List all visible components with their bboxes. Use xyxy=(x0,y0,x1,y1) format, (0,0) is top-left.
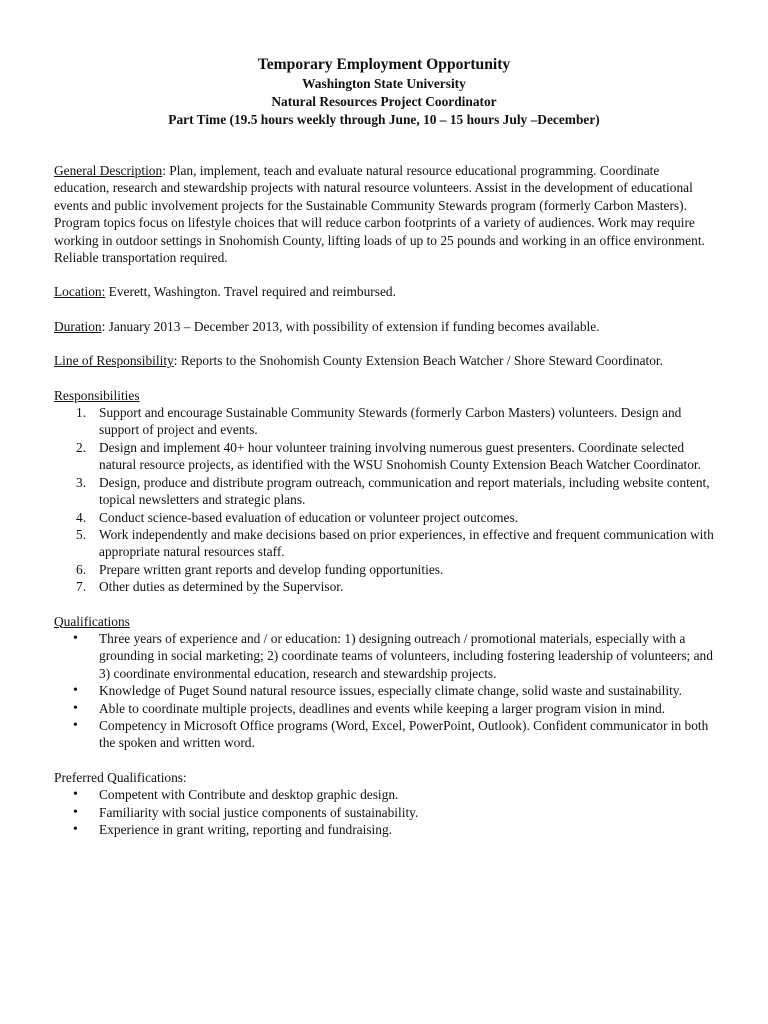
list-number: 1. xyxy=(76,405,87,421)
list-item xyxy=(54,682,718,699)
bullet-icon: • xyxy=(73,787,78,803)
general-description-text: : Plan, implement, teach and evaluate natural resource educational programming. Coordinate education, research and stewardship projects with natural resource volunteers. Assist in the development of educational events and public involvement projects for the Sustainable Community Stewards program (formerly Carbon Masters). Program topics focus on lifestyle choices that will reduce carbon footprints of a variety of audiences. Work may require working in outdoor settings in Snohomish County, lifting loads of up to 25 pounds and working in an office environment. Reliable transportation required. xyxy=(54,163,705,266)
list-text: Conduct science-based evaluation of education or volunteer project outcomes. xyxy=(99,509,519,525)
general-description xyxy=(54,162,718,266)
qualifications-heading: Qualifications xyxy=(54,613,130,629)
list-item xyxy=(54,700,718,717)
bullet-icon: • xyxy=(73,717,78,733)
qualifications-list xyxy=(54,630,718,752)
list-item xyxy=(54,786,718,803)
list-item xyxy=(54,630,718,682)
list-item xyxy=(54,439,718,474)
list-number: 5. xyxy=(76,526,87,542)
list-number: 3. xyxy=(76,474,87,490)
list-item xyxy=(54,578,718,595)
list-item xyxy=(54,526,718,561)
list-number: 6. xyxy=(76,561,87,577)
duration-text: : January 2013 – December 2013, with possibility of extension if funding becomes available. xyxy=(101,318,600,334)
list-text: Experience in grant writing, reporting and fundraising. xyxy=(99,822,393,837)
document-body xyxy=(54,162,718,855)
duration-label: Duration xyxy=(54,318,102,334)
line-of-responsibility-text: : Reports to the Snohomish County Extension Beach Watcher / Shore Steward Coordinator. xyxy=(173,353,663,369)
line-of-responsibility-label: Line of Responsibility xyxy=(54,353,174,369)
bullet-icon: • xyxy=(73,804,78,820)
document-title: Temporary Employment Opportunity xyxy=(257,56,511,73)
list-text: Knowledge of Puget Sound natural resource issues, especially climate change, solid waste and sustainability. xyxy=(99,683,682,699)
bullet-icon: • xyxy=(73,822,78,837)
location-label: Location: xyxy=(54,284,106,300)
list-item xyxy=(54,804,718,821)
schedule-line: Part Time (19.5 hours weekly through June, 10 – 15 hours July –December) xyxy=(168,112,600,127)
list-number: 4. xyxy=(76,509,87,525)
preferred-qualifications-heading: Preferred Qualifications: xyxy=(54,769,187,785)
list-item xyxy=(54,404,718,439)
list-text: Design and implement 40+ hour volunteer training involving numerous guest presenters. Coordinate selected natural resource projects, as identified with the WSU Snohomish County Extension Beach Watcher Coordinator. xyxy=(99,439,701,473)
list-text: Three years of experience and / or education: 1) designing outreach / promotional materials, especially with a grounding in social marketing; 2) coordinate teams of volunteers, including fostering leadership of volunteers; and 3) coordinate environmental education, research and stewardship projects. xyxy=(99,630,713,681)
list-text: Competency in Microsoft Office programs (Word, Excel, PowerPoint, Outlook). Confident communicator in both the spoken and written word. xyxy=(99,717,709,751)
document-header xyxy=(0,55,768,129)
university-name: Washington State University xyxy=(302,76,466,91)
location-text: Everett, Washington. Travel required and reimbursed. xyxy=(105,284,396,300)
line-of-responsibility xyxy=(54,352,718,369)
list-text: Competent with Contribute and desktop graphic design. xyxy=(99,787,399,803)
list-text: Support and encourage Sustainable Community Stewards (formerly Carbon Masters) volunteers. Design and support of project and events. xyxy=(99,405,682,438)
list-item xyxy=(54,821,718,838)
position-title: Natural Resources Project Coordinator xyxy=(271,94,497,109)
list-text: Able to coordinate multiple projects, deadlines and events while keeping a larger program vision in mind. xyxy=(99,700,666,716)
list-item xyxy=(54,717,718,752)
list-text: Prepare written grant reports and develop funding opportunities. xyxy=(99,561,444,577)
list-item xyxy=(54,474,718,509)
bullet-icon: • xyxy=(73,700,78,716)
list-text: Design, produce and distribute program outreach, communication and report materials, including website content, topical newsletters and strategic plans. xyxy=(99,474,710,508)
bullet-icon: • xyxy=(73,630,78,646)
preferred-qualifications-list xyxy=(54,786,718,838)
list-text: Familiarity with social justice components of sustainability. xyxy=(99,804,419,820)
duration xyxy=(54,318,718,335)
list-number: 2. xyxy=(76,439,87,455)
responsibilities-heading: Responsibilities xyxy=(54,387,140,403)
responsibilities-list xyxy=(54,404,718,595)
list-text: Other duties as determined by the Supervisor. xyxy=(99,579,344,595)
list-item xyxy=(54,509,718,526)
list-text: Work independently and make decisions based on prior experiences, in effective and frequent communication with appropriate natural resources staff. xyxy=(99,526,714,560)
location xyxy=(54,283,718,300)
bullet-icon: • xyxy=(73,683,78,699)
general-description-label: General Description xyxy=(54,163,163,178)
list-number: 7. xyxy=(76,579,87,595)
list-item xyxy=(54,561,718,578)
